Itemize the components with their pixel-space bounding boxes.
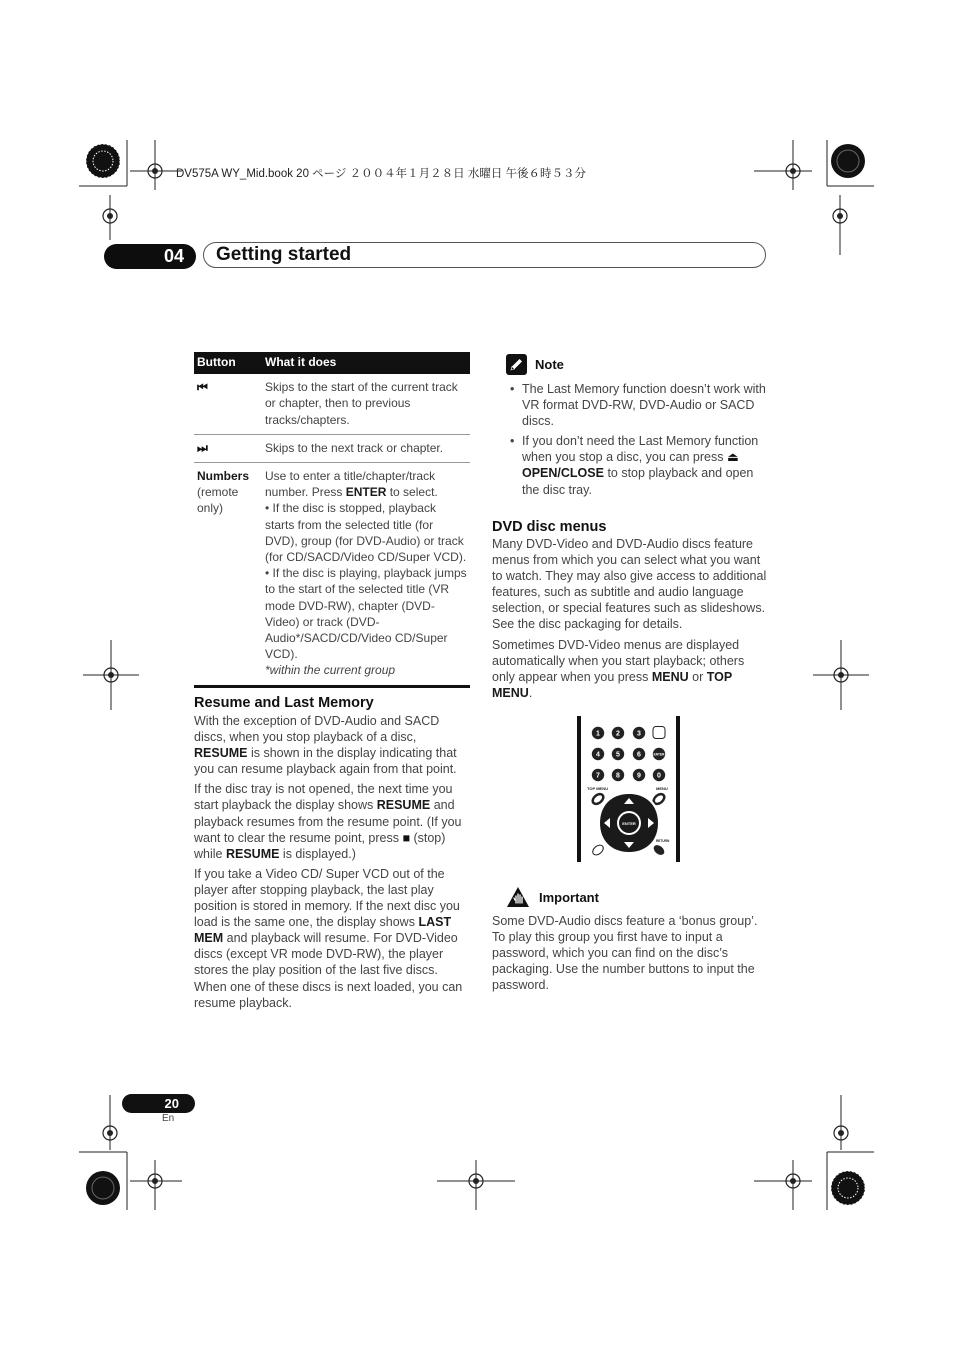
print-header: DV575A WY_Mid.book 20 ページ ２００４年１月２８日 水曜日 午後６時５３分	[176, 168, 587, 180]
table-cell-desc: Skips to the start of the current track or chapter, then to previous tracks/chapters.	[262, 374, 470, 434]
header-button: Button	[194, 352, 262, 374]
table-header-row	[194, 352, 470, 374]
dvd-menus-section	[492, 519, 768, 705]
remote-key: 5	[616, 751, 620, 759]
remote-key: 7	[596, 772, 600, 780]
dvd-menus-paragraph-2: Sometimes DVD-Video menus are displayed automatically when you start playback; others only appear when you press MENU or TOP MENU.	[492, 637, 745, 700]
page-number: 20	[122, 1094, 195, 1113]
chapter-title: Getting started	[216, 244, 352, 265]
important-header	[506, 886, 599, 908]
eject-icon: ⏏	[726, 450, 739, 465]
table-row	[194, 434, 470, 462]
numbers-footnote: *within the current group	[265, 663, 396, 678]
dvd-menus-paragraph-1: Many DVD-Video and DVD-Audio discs feature menus from which you can select what you want to watch. They may also give access to additional features, such as subtitle and audio language selection, or special features such as slideshows. See the disc packaging for details.	[492, 537, 767, 632]
skip-back-icon: ⏮	[197, 380, 207, 395]
header-what-it-does: What it does	[262, 352, 470, 374]
dvd-menus-heading: DVD disc menus	[492, 519, 607, 535]
numbers-label: Numbers	[197, 469, 250, 484]
resume-paragraph-2: If the disc tray is not opened, the next time you start playback the display shows RESUME and playback resumes from the resume point. (If you want to clear the resume point, press ■ (stop) while RESUME is displayed.)	[194, 782, 462, 861]
warning-hand-icon	[506, 886, 530, 908]
resume-paragraph-3: If you take a Video CD/ Super VCD out of the player after stopping playback, the last play position is stored in memory. If the next disc you load is the same one, the display shows LAST MEM and playback will resume. For DVD-Video discs (except VR mode DVD-RW), the player stores the play position of the last five discs. When one of these discs is next loaded, you can resume playback.	[194, 866, 463, 1010]
resume-heading: Resume and Last Memory	[194, 695, 374, 711]
button-function-table	[194, 352, 470, 688]
table-row	[194, 374, 470, 434]
remote-menu-label: MENU	[656, 786, 668, 791]
table-row	[194, 463, 470, 687]
remote-control-illustration	[574, 714, 684, 864]
table-cell-desc: Skips to the next track or chapter.	[262, 434, 470, 462]
page-language: En	[162, 1113, 175, 1124]
remote-top-menu-label: TOP MENU	[587, 786, 608, 791]
note-item: • If you don’t need the Last Memory function when you stop a disc, you can press ⏏ OPEN/CLOSE to stop playback and open the disc tray.	[514, 433, 768, 497]
numbers-description: Use to enter a title/chapter/track number. Press ENTER to select.	[265, 469, 438, 500]
important-title: Important	[539, 889, 599, 905]
remote-key: 8	[616, 772, 620, 780]
remote-return-label: RETURN	[656, 839, 670, 843]
remote-key: 0	[657, 772, 661, 780]
enter-key-label: ENTER	[345, 485, 387, 500]
numbers-bullet-playing: • If the disc is playing, playback jumps to the start of the selected title (VR mode DVD-RW), chapter (DVD-Video) or track (DVD-Audio*/SACD/CD/Video CD/Super VCD).	[265, 566, 467, 662]
remote-enter-label: ENTER	[622, 821, 636, 826]
remote-key: 9	[637, 772, 641, 780]
note-box	[506, 354, 768, 502]
stop-icon: ■	[402, 830, 410, 845]
note-title: Note	[535, 357, 564, 372]
numbers-label-note: (remote only)	[197, 485, 239, 516]
remote-enter-small: ENTER	[653, 752, 665, 757]
remote-key: 2	[616, 730, 620, 738]
note-item: • The Last Memory function doesn’t work with VR format DVD-RW, DVD-Audio or SACD discs.	[514, 381, 768, 429]
remote-key: 3	[637, 730, 641, 738]
skip-forward-icon: ⏭	[197, 440, 207, 455]
pencil-note-icon	[506, 354, 527, 375]
remote-key: 1	[596, 730, 600, 738]
important-text: Some DVD-Audio discs feature a ‘bonus group’. To play this group you first have to input a password, which you can find on the disc’s packaging. Use the number buttons to input the password.	[492, 914, 758, 993]
remote-key: 4	[596, 751, 600, 759]
remote-key: 6	[637, 751, 641, 759]
resume-paragraph-1: With the exception of DVD-Audio and SACD discs, when you stop playback of a disc, RESUME is shown in the display indicating that you can resume playback again from that point.	[194, 714, 457, 777]
chapter-number: 04	[104, 244, 196, 269]
resume-section	[194, 695, 472, 1015]
numbers-bullet-stopped: • If the disc is stopped, playback starts from the selected title (for DVD), group (for DVD-Audio) or track (for CD/SACD/Video CD/Super VCD).	[265, 501, 467, 565]
